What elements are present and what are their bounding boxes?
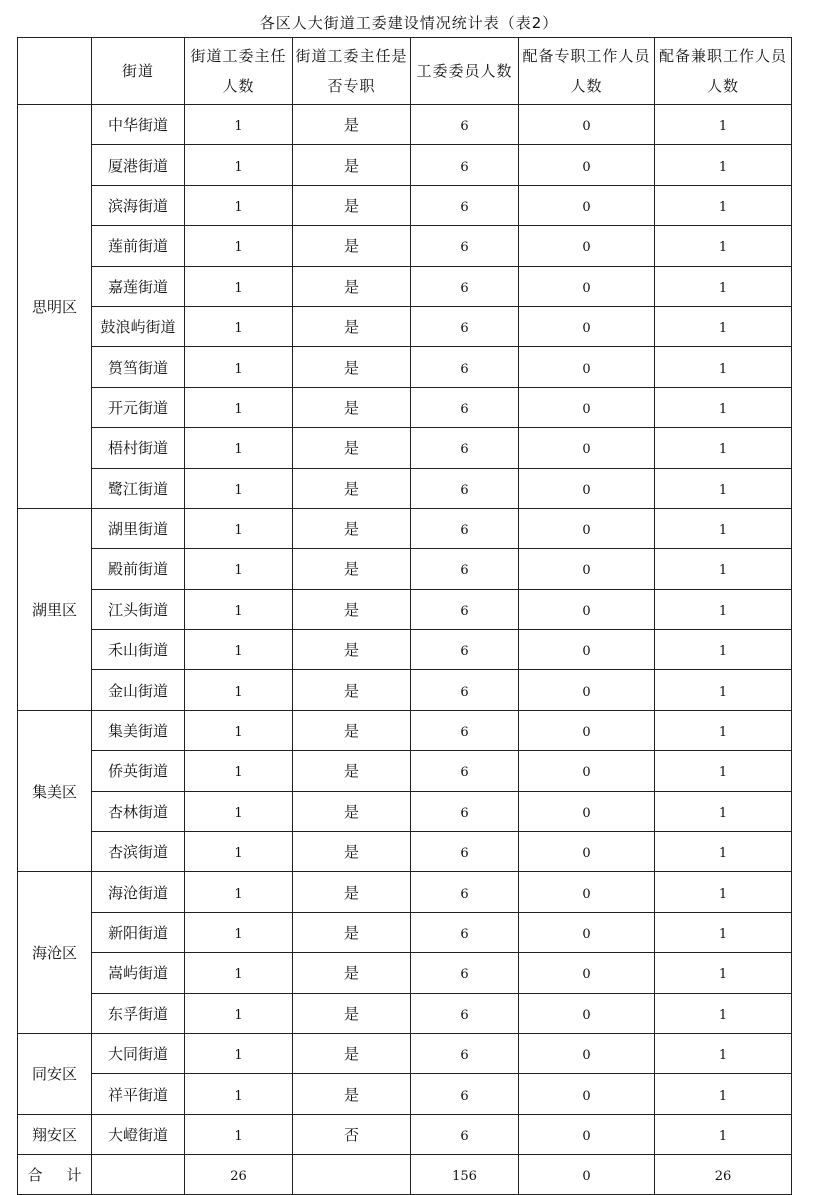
parttime-staff-cell: 1 [655, 105, 792, 145]
table-row [18, 791, 792, 831]
director-count-cell: 1 [185, 630, 293, 670]
table-row [18, 710, 792, 750]
street-cell: 金山街道 [92, 670, 185, 710]
parttime-staff-cell: 1 [655, 185, 792, 225]
fulltime-staff-cell: 0 [519, 428, 655, 468]
street-cell: 江头街道 [92, 589, 185, 629]
member-count-cell: 6 [411, 791, 519, 831]
total-member-count: 156 [411, 1155, 519, 1195]
total-label [18, 1155, 92, 1195]
table-row [18, 266, 792, 306]
parttime-staff-cell: 1 [655, 791, 792, 831]
member-count-cell: 6 [411, 428, 519, 468]
street-cell: 中华街道 [92, 105, 185, 145]
street-cell: 莲前街道 [92, 226, 185, 266]
fulltime-staff-cell: 0 [519, 549, 655, 589]
director-fulltime-cell: 是 [293, 226, 411, 266]
director-fulltime-cell: 是 [293, 912, 411, 952]
parttime-staff-cell: 1 [655, 1114, 792, 1154]
director-fulltime-cell: 是 [293, 508, 411, 548]
director-count-cell: 1 [185, 306, 293, 346]
member-count-cell: 6 [411, 347, 519, 387]
header-street: 街道 [92, 38, 185, 105]
table-title: 各区人大街道工委建设情况统计表（表2） [259, 14, 559, 32]
fulltime-staff-cell: 0 [519, 226, 655, 266]
parttime-staff-cell: 1 [655, 306, 792, 346]
table-row [18, 306, 792, 346]
member-count-cell: 6 [411, 468, 519, 508]
total-fulltime-staff: 0 [519, 1155, 655, 1195]
parttime-staff-cell: 1 [655, 953, 792, 993]
district-cell: 同安区 [18, 1033, 92, 1114]
fulltime-staff-cell: 0 [519, 266, 655, 306]
director-count-cell: 1 [185, 468, 293, 508]
director-count-cell: 1 [185, 710, 293, 750]
director-count-cell: 1 [185, 993, 293, 1033]
director-count-cell: 1 [185, 266, 293, 306]
table-row [18, 953, 792, 993]
member-count-cell: 6 [411, 710, 519, 750]
parttime-staff-cell: 1 [655, 347, 792, 387]
street-cell: 东孚街道 [92, 993, 185, 1033]
fulltime-staff-cell: 0 [519, 347, 655, 387]
fulltime-staff-cell: 0 [519, 953, 655, 993]
parttime-staff-cell: 1 [655, 710, 792, 750]
street-cell: 集美街道 [92, 710, 185, 750]
parttime-staff-cell: 1 [655, 549, 792, 589]
street-cell: 嵩屿街道 [92, 953, 185, 993]
director-count-cell: 1 [185, 508, 293, 548]
district-cell: 思明区 [18, 105, 92, 509]
parttime-staff-cell: 1 [655, 1033, 792, 1073]
header-fulltime-staff: 配备专职工作人员人数 [519, 38, 655, 105]
fulltime-staff-cell: 0 [519, 912, 655, 952]
table-row [18, 105, 792, 145]
parttime-staff-cell: 1 [655, 589, 792, 629]
fulltime-staff-cell: 0 [519, 387, 655, 427]
table-row [18, 387, 792, 427]
fulltime-staff-cell: 0 [519, 306, 655, 346]
street-cell: 祥平街道 [92, 1074, 185, 1114]
table-row [18, 185, 792, 225]
total-parttime-staff: 26 [655, 1155, 792, 1195]
fulltime-staff-cell: 0 [519, 185, 655, 225]
director-count-cell: 1 [185, 791, 293, 831]
table-row [18, 630, 792, 670]
director-fulltime-cell: 是 [293, 791, 411, 831]
member-count-cell: 6 [411, 306, 519, 346]
parttime-staff-cell: 1 [655, 1074, 792, 1114]
member-count-cell: 6 [411, 145, 519, 185]
fulltime-staff-cell: 0 [519, 1114, 655, 1154]
parttime-staff-cell: 1 [655, 145, 792, 185]
director-count-cell: 1 [185, 589, 293, 629]
street-cell: 侨英街道 [92, 751, 185, 791]
street-cell: 新阳街道 [92, 912, 185, 952]
street-cell: 嘉莲街道 [92, 266, 185, 306]
parttime-staff-cell: 1 [655, 993, 792, 1033]
parttime-staff-cell: 1 [655, 630, 792, 670]
director-count-cell: 1 [185, 105, 293, 145]
director-fulltime-cell: 是 [293, 630, 411, 670]
director-count-cell: 1 [185, 872, 293, 912]
parttime-staff-cell: 1 [655, 751, 792, 791]
table-row [18, 347, 792, 387]
director-count-cell: 1 [185, 145, 293, 185]
member-count-cell: 6 [411, 105, 519, 145]
director-fulltime-cell: 是 [293, 993, 411, 1033]
director-fulltime-cell: 是 [293, 1033, 411, 1073]
street-cell: 开元街道 [92, 387, 185, 427]
parttime-staff-cell: 1 [655, 428, 792, 468]
header-director-count: 街道工委主任人数 [185, 38, 293, 105]
table-row [18, 145, 792, 185]
fulltime-staff-cell: 0 [519, 589, 655, 629]
district-cell: 翔安区 [18, 1114, 92, 1154]
member-count-cell: 6 [411, 1114, 519, 1154]
district-cell: 集美区 [18, 710, 92, 872]
director-fulltime-cell: 是 [293, 832, 411, 872]
table-row [18, 226, 792, 266]
member-count-cell: 6 [411, 1033, 519, 1073]
member-count-cell: 6 [411, 670, 519, 710]
street-cell: 海沧街道 [92, 872, 185, 912]
director-count-cell: 1 [185, 912, 293, 952]
director-fulltime-cell: 是 [293, 549, 411, 589]
member-count-cell: 6 [411, 387, 519, 427]
total-street-cell [92, 1155, 185, 1195]
director-count-cell: 1 [185, 751, 293, 791]
street-cell: 大同街道 [92, 1033, 185, 1073]
director-count-cell: 1 [185, 1114, 293, 1154]
director-fulltime-cell: 是 [293, 306, 411, 346]
member-count-cell: 6 [411, 872, 519, 912]
member-count-cell: 6 [411, 832, 519, 872]
fulltime-staff-cell: 0 [519, 468, 655, 508]
table-row [18, 912, 792, 952]
director-count-cell: 1 [185, 953, 293, 993]
member-count-cell: 6 [411, 630, 519, 670]
member-count-cell: 6 [411, 1074, 519, 1114]
table-row [18, 832, 792, 872]
street-cell: 大嶝街道 [92, 1114, 185, 1154]
director-fulltime-cell: 是 [293, 1074, 411, 1114]
total-director-count: 26 [185, 1155, 293, 1195]
street-cell: 杏滨街道 [92, 832, 185, 872]
parttime-staff-cell: 1 [655, 387, 792, 427]
director-fulltime-cell: 是 [293, 589, 411, 629]
member-count-cell: 6 [411, 185, 519, 225]
header-member-count: 工委委员人数 [411, 38, 519, 105]
table-row [18, 1114, 792, 1154]
fulltime-staff-cell: 0 [519, 832, 655, 872]
table-row [18, 872, 792, 912]
header-district [18, 38, 92, 105]
total-label-right: 计 [66, 1166, 82, 1185]
street-cell: 滨海街道 [92, 185, 185, 225]
director-fulltime-cell: 是 [293, 387, 411, 427]
member-count-cell: 6 [411, 589, 519, 629]
district-cell: 湖里区 [18, 508, 92, 710]
director-fulltime-cell: 是 [293, 468, 411, 508]
member-count-cell: 6 [411, 912, 519, 952]
parttime-staff-cell: 1 [655, 832, 792, 872]
director-count-cell: 1 [185, 428, 293, 468]
fulltime-staff-cell: 0 [519, 791, 655, 831]
parttime-staff-cell: 1 [655, 912, 792, 952]
director-fulltime-cell: 是 [293, 751, 411, 791]
district-cell: 海沧区 [18, 872, 92, 1034]
fulltime-staff-cell: 0 [519, 1033, 655, 1073]
parttime-staff-cell: 1 [655, 266, 792, 306]
director-count-cell: 1 [185, 549, 293, 589]
director-fulltime-cell: 是 [293, 266, 411, 306]
parttime-staff-cell: 1 [655, 670, 792, 710]
director-fulltime-cell: 是 [293, 347, 411, 387]
director-fulltime-cell: 是 [293, 105, 411, 145]
street-cell: 杏林街道 [92, 791, 185, 831]
director-fulltime-cell: 是 [293, 670, 411, 710]
fulltime-staff-cell: 0 [519, 105, 655, 145]
director-count-cell: 1 [185, 387, 293, 427]
street-cell: 湖里街道 [92, 508, 185, 548]
street-cell: 厦港街道 [92, 145, 185, 185]
director-count-cell: 1 [185, 226, 293, 266]
fulltime-staff-cell: 0 [519, 508, 655, 548]
parttime-staff-cell: 1 [655, 468, 792, 508]
director-fulltime-cell: 否 [293, 1114, 411, 1154]
director-fulltime-cell: 是 [293, 872, 411, 912]
director-fulltime-cell: 是 [293, 710, 411, 750]
fulltime-staff-cell: 0 [519, 872, 655, 912]
total-row [18, 1155, 792, 1195]
total-director-fulltime [293, 1155, 411, 1195]
director-fulltime-cell: 是 [293, 145, 411, 185]
member-count-cell: 6 [411, 953, 519, 993]
director-fulltime-cell: 是 [293, 953, 411, 993]
header-row [18, 38, 792, 105]
fulltime-staff-cell: 0 [519, 630, 655, 670]
table-row [18, 589, 792, 629]
table-body [18, 105, 792, 1195]
parttime-staff-cell: 1 [655, 508, 792, 548]
street-cell: 鼓浪屿街道 [92, 306, 185, 346]
fulltime-staff-cell: 0 [519, 145, 655, 185]
street-cell: 鹭江街道 [92, 468, 185, 508]
member-count-cell: 6 [411, 993, 519, 1033]
member-count-cell: 6 [411, 751, 519, 791]
fulltime-staff-cell: 0 [519, 670, 655, 710]
fulltime-staff-cell: 0 [519, 751, 655, 791]
member-count-cell: 6 [411, 508, 519, 548]
director-count-cell: 1 [185, 832, 293, 872]
parttime-staff-cell: 1 [655, 226, 792, 266]
table-row [18, 1033, 792, 1073]
fulltime-staff-cell: 0 [519, 1074, 655, 1114]
header-director-fulltime: 街道工委主任是否专职 [293, 38, 411, 105]
table-row [18, 549, 792, 589]
table-row [18, 428, 792, 468]
table-row [18, 993, 792, 1033]
director-count-cell: 1 [185, 1033, 293, 1073]
street-cell: 梧村街道 [92, 428, 185, 468]
street-cell: 筼筜街道 [92, 347, 185, 387]
table-row [18, 751, 792, 791]
fulltime-staff-cell: 0 [519, 710, 655, 750]
header-parttime-staff: 配备兼职工作人员人数 [655, 38, 792, 105]
director-count-cell: 1 [185, 670, 293, 710]
street-cell: 禾山街道 [92, 630, 185, 670]
member-count-cell: 6 [411, 266, 519, 306]
member-count-cell: 6 [411, 549, 519, 589]
director-count-cell: 1 [185, 1074, 293, 1114]
street-cell: 殿前街道 [92, 549, 185, 589]
fulltime-staff-cell: 0 [519, 993, 655, 1033]
director-fulltime-cell: 是 [293, 428, 411, 468]
director-fulltime-cell: 是 [293, 185, 411, 225]
director-count-cell: 1 [185, 185, 293, 225]
parttime-staff-cell: 1 [655, 872, 792, 912]
total-label-left: 合 [27, 1166, 43, 1185]
table-row [18, 508, 792, 548]
table-row [18, 468, 792, 508]
statistics-table [17, 37, 792, 1195]
member-count-cell: 6 [411, 226, 519, 266]
director-count-cell: 1 [185, 347, 293, 387]
table-row [18, 670, 792, 710]
table-row [18, 1074, 792, 1114]
